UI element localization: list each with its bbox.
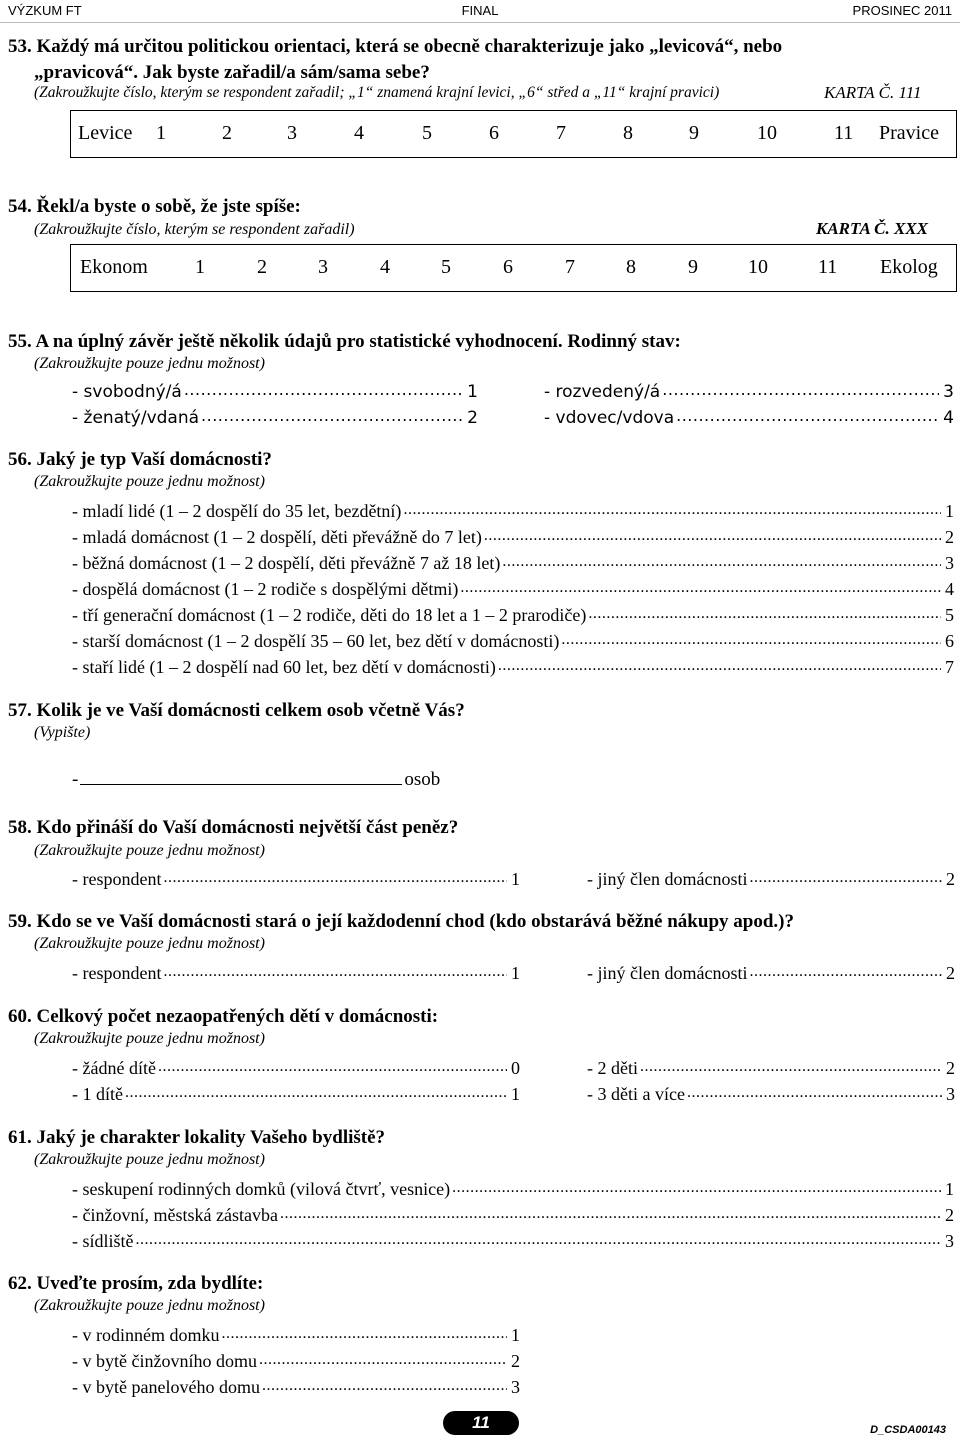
q57-answer [72, 767, 440, 791]
scale-value[interactable]: 8 [626, 256, 636, 278]
scale-value[interactable]: 1 [195, 256, 205, 278]
scale-value[interactable]: 2 [257, 256, 267, 278]
q59-title: 59. Kdo se ve Vaší domácnosti stará o její každodenní chod (kdo obstarává běžné nákupy apod.)? [8, 911, 794, 932]
header-right: PROSINEC 2011 [852, 3, 952, 18]
q56-option[interactable] [72, 654, 954, 678]
dot-leader [460, 576, 941, 600]
option-label: - sídliště [72, 1231, 134, 1251]
option-label: - v rodinném domku [72, 1325, 220, 1345]
option-code: 5 [945, 605, 954, 625]
scale-value[interactable]: 2 [222, 122, 232, 144]
q58-option[interactable] [587, 866, 955, 890]
q54-karta: KARTA Č. XXX [816, 219, 928, 238]
scale-value[interactable]: 5 [422, 122, 432, 144]
q61-option[interactable] [72, 1176, 954, 1200]
scale-value[interactable]: 7 [565, 256, 575, 278]
option-label: - seskupení rodinných domků (vilová čtvrť, vesnice) [72, 1179, 451, 1199]
scale-value[interactable]: 10 [757, 122, 777, 144]
option-code: 1 [467, 382, 478, 402]
option-label: - respondent [72, 869, 162, 889]
option-label: - činžovní, městská zástavba [72, 1205, 278, 1225]
q59-option[interactable] [72, 960, 520, 984]
q57-instruction: (Vypište) [34, 724, 91, 741]
option-label: - žádné dítě [72, 1058, 156, 1078]
q61-title: 61. Jaký je charakter lokality Vašeho bydliště? [8, 1127, 386, 1148]
q53-instruction: (Zakroužkujte číslo, kterým se respondent zařadil; „1“ znamená krajní levici, „6“ střed a „11“ krajní pravici) [34, 84, 720, 101]
option-label: - mladí lidé (1 – 2 dospělí do 35 let, bezdětní) [72, 501, 402, 521]
option-label: - mladá domácnost (1 – 2 dospělí, děti převážně do 7 let) [72, 527, 482, 547]
q60-option[interactable] [587, 1081, 955, 1105]
dot-leader [201, 404, 463, 428]
q54-scale [70, 244, 957, 292]
q56-option[interactable] [72, 602, 954, 626]
scale-value[interactable]: 10 [748, 256, 768, 278]
option-code: 1 [945, 1179, 954, 1199]
page-header [0, 0, 960, 22]
dot-leader [280, 1202, 941, 1226]
option-code: 1 [511, 963, 520, 983]
q55-instruction: (Zakroužkujte pouze jednu možnost) [34, 355, 265, 372]
q62-option[interactable] [72, 1374, 520, 1398]
scale-value[interactable]: 6 [489, 122, 499, 144]
scale-value[interactable]: 5 [441, 256, 451, 278]
document-id: D_CSDA00143 [870, 1424, 946, 1436]
q60-option[interactable] [72, 1081, 520, 1105]
q55-title: 55. A na úplný závěr ještě několik údajů pro statistické vyhodnocení. Rodinný stav: [8, 331, 681, 352]
scale-value[interactable]: 11 [818, 256, 838, 278]
q53-karta: KARTA Č. 111 [824, 83, 922, 102]
page-number: 11 [443, 1411, 519, 1435]
option-code: 2 [945, 1205, 954, 1225]
q61-option[interactable] [72, 1202, 954, 1226]
option-code: 4 [943, 408, 954, 428]
scale-right-label: Pravice [879, 122, 939, 144]
option-code: 6 [945, 631, 954, 651]
scale-right-label: Ekolog [880, 256, 938, 278]
option-label: - tří generační domácnost (1 – 2 rodiče, děti do 18 let a 1 – 2 prarodiče) [72, 605, 587, 625]
scale-value[interactable]: 11 [834, 122, 854, 144]
q58-title: 58. Kdo přináší do Vaší domácnosti největší část peněz? [8, 817, 459, 838]
dot-leader [687, 1081, 942, 1105]
q58-option[interactable] [72, 866, 520, 890]
option-label: - dospělá domácnost (1 – 2 rodiče s dospělými dětmi) [72, 579, 459, 599]
q55-option[interactable] [72, 404, 478, 428]
q60-option[interactable] [587, 1055, 955, 1079]
option-code: 3 [945, 553, 954, 573]
dot-leader [184, 378, 463, 402]
scale-value[interactable]: 9 [689, 122, 699, 144]
dot-leader [221, 1322, 507, 1346]
option-label: - jiný člen domácnosti [587, 869, 748, 889]
option-code: 3 [945, 1231, 954, 1251]
q62-option[interactable] [72, 1322, 520, 1346]
dot-leader [498, 654, 941, 678]
dot-leader [452, 1176, 941, 1200]
q54-title: 54. Řekl/a byste o sobě, že jste spíše: [8, 196, 301, 217]
q58-instruction: (Zakroužkujte pouze jednu možnost) [34, 842, 265, 859]
option-code: 1 [511, 1084, 520, 1104]
option-code: 3 [946, 1084, 955, 1104]
dot-leader [125, 1081, 507, 1105]
option-code: 2 [946, 869, 955, 889]
q56-option[interactable] [72, 524, 954, 548]
q56-title: 56. Jaký je typ Vaší domácnosti? [8, 449, 272, 470]
scale-value[interactable]: 1 [156, 122, 166, 144]
option-code: 2 [945, 527, 954, 547]
q53-scale [70, 110, 957, 158]
q56-option[interactable] [72, 550, 954, 574]
scale-left-label: Ekonom [80, 256, 148, 278]
scale-value[interactable]: 4 [354, 122, 364, 144]
q62-option[interactable] [72, 1348, 520, 1372]
option-label: - jiný člen domácnosti [587, 963, 748, 983]
dot-leader [262, 1374, 507, 1398]
dot-leader [158, 1055, 507, 1079]
option-label: - v bytě činžovního domu [72, 1351, 257, 1371]
option-label: - 3 děti a více [587, 1084, 685, 1104]
scale-left-label: Levice [78, 122, 133, 144]
option-label: - starší domácnost (1 – 2 dospělí 35 – 60 let, bez dětí v domácnosti) [72, 631, 560, 651]
q55-option[interactable] [72, 378, 478, 402]
dot-leader [588, 602, 941, 626]
q62-title: 62. Uveďte prosím, zda bydlíte: [8, 1273, 264, 1294]
blank-prefix: - [72, 769, 79, 790]
scale-value[interactable]: 9 [688, 256, 698, 278]
q55-option[interactable] [544, 404, 954, 428]
dot-leader [163, 960, 507, 984]
scale-value[interactable]: 3 [318, 256, 328, 278]
dot-leader [749, 866, 942, 890]
q60-title: 60. Celkový počet nezaopatřených dětí v domácnosti: [8, 1006, 439, 1027]
q60-option[interactable] [72, 1055, 520, 1079]
dot-leader [676, 404, 939, 428]
option-code: 0 [511, 1058, 520, 1078]
q56-option[interactable] [72, 498, 954, 522]
option-code: 3 [943, 382, 954, 402]
q61-instruction: (Zakroužkujte pouze jednu možnost) [34, 1151, 265, 1168]
q56-option[interactable] [72, 576, 954, 600]
option-code: 2 [946, 1058, 955, 1078]
option-label: - svobodný/á [72, 382, 182, 402]
dot-leader [662, 378, 939, 402]
q56-option[interactable] [72, 628, 954, 652]
blank-suffix: osob [404, 769, 441, 790]
option-code: 1 [511, 1325, 520, 1345]
q62-instruction: (Zakroužkujte pouze jednu možnost) [34, 1297, 265, 1314]
q56-instruction: (Zakroužkujte pouze jednu možnost) [34, 473, 265, 490]
option-code: 3 [511, 1377, 520, 1397]
q55-option[interactable] [544, 378, 954, 402]
option-code: 4 [945, 579, 954, 599]
q57-title: 57. Kolik je ve Vaší domácnosti celkem osob včetně Vás? [8, 700, 465, 721]
option-code: 1 [945, 501, 954, 521]
q53-title-line1: 53. Každý má určitou politickou orientaci, která se obecně charakterizuje jako „levicová“, nebo [8, 36, 783, 57]
scale-value[interactable]: 3 [287, 122, 297, 144]
option-code: 1 [511, 869, 520, 889]
q59-option[interactable] [587, 960, 955, 984]
scale-value[interactable]: 4 [380, 256, 390, 278]
q53-title-line2: „pravicová“. Jak byste zařadil/a sám/sama sebe? [34, 62, 430, 83]
option-label: - ženatý/vdaná [72, 408, 200, 428]
option-code: 7 [945, 657, 954, 677]
dot-leader [749, 960, 942, 984]
q61-option[interactable] [72, 1228, 954, 1252]
q59-instruction: (Zakroužkujte pouze jednu možnost) [34, 935, 265, 952]
option-label: - 1 dítě [72, 1084, 123, 1104]
option-label: - respondent [72, 963, 162, 983]
q60-instruction: (Zakroužkujte pouze jednu možnost) [34, 1030, 265, 1047]
scale-value[interactable]: 7 [556, 122, 566, 144]
header-left: VÝZKUM FT [8, 3, 82, 18]
option-code: 2 [511, 1351, 520, 1371]
scale-value[interactable]: 6 [503, 256, 513, 278]
dot-leader [136, 1228, 942, 1252]
option-label: - vdovec/vdova [544, 408, 675, 428]
header-rule [0, 22, 960, 23]
dot-leader [163, 866, 507, 890]
option-code: 2 [467, 408, 478, 428]
option-code: 2 [946, 963, 955, 983]
scale-value[interactable]: 8 [623, 122, 633, 144]
option-label: - rozvedený/á [544, 382, 661, 402]
dot-leader [403, 498, 941, 522]
dot-leader [259, 1348, 507, 1372]
header-center: FINAL [461, 3, 499, 18]
option-label: - staří lidé (1 – 2 dospělí nad 60 let, bez dětí v domácnosti) [72, 657, 496, 677]
option-label: - běžná domácnost (1 – 2 dospělí, děti převážně 7 až 18 let) [72, 553, 501, 573]
dot-leader [502, 550, 941, 574]
q54-instruction: (Zakroužkujte číslo, kterým se respondent zařadil) [34, 221, 355, 238]
dot-leader [484, 524, 941, 548]
option-label: - v bytě panelového domu [72, 1377, 260, 1397]
dot-leader [640, 1055, 942, 1079]
person-count-input[interactable] [80, 767, 402, 785]
dot-leader [561, 628, 941, 652]
option-label: - 2 děti [587, 1058, 638, 1078]
